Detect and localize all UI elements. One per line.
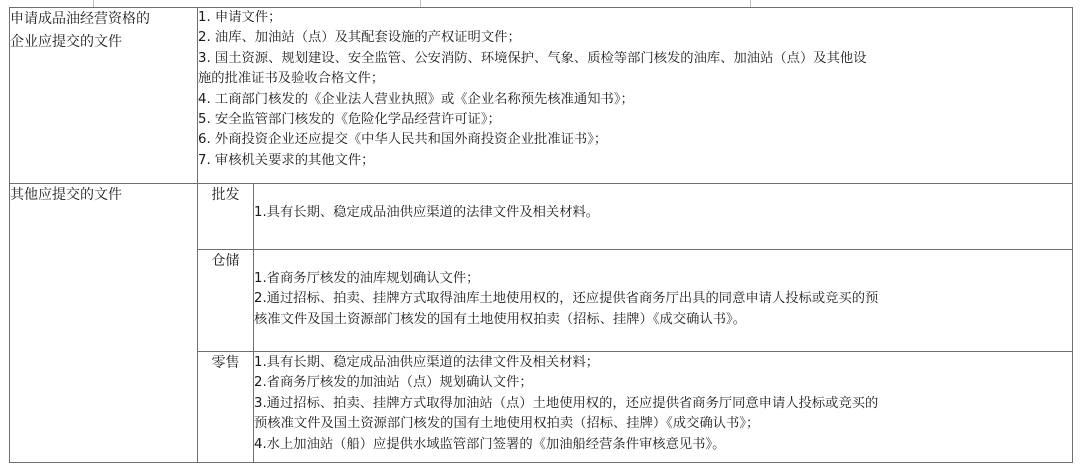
row-label: 其他应提交的文件	[10, 184, 198, 463]
list-item: 3. 国土资源、规划建设、安全监管、公安消防、环境保护、气象、质检等部门核发的油库、加油站（点）及其他设	[198, 50, 867, 66]
list-item: 施的批准证书及验收合格文件；	[198, 71, 385, 87]
table-row	[10, 184, 1073, 250]
list-item: 7. 审核机关要求的其他文件；	[198, 152, 375, 168]
list-item: 6. 外商投资企业还应提交《中华人民共和国外商投资企业批准证书》；	[198, 132, 608, 148]
list-item: 2.省商务厅核发的加油站（点）规划确认文件；	[254, 375, 533, 391]
list-item: 4.水上加油站（船）应提供水域监管部门签署的《加油船经营条件审核意见书》。	[254, 436, 726, 452]
table-row	[10, 8, 1073, 184]
list-item: 1. 申请文件；	[198, 10, 282, 25]
document-list	[254, 352, 1073, 463]
list-item: 核准文件及国土资源部门核发的国有土地使用权拍卖（招标、挂牌）《成交确认书》。	[254, 311, 746, 327]
category-label: 零售	[198, 352, 254, 463]
row-label-line: 企业应提交的文件	[10, 34, 122, 50]
requirements-table	[9, 7, 1073, 463]
list-item: 4. 工商部门核发的《企业法人营业执照》或《企业名称预先核准通知书》；	[198, 91, 634, 107]
list-item: 预核准文件及国土资源部门核发的国有土地使用权拍卖（招标、挂牌）《成交确认书》；	[254, 416, 760, 432]
list-item: 2. 油库、加油站（点）及其配套设施的产权证明文件；	[198, 30, 521, 46]
row-label-line: 申请成品油经营资格的	[10, 11, 150, 27]
row-label	[10, 8, 198, 184]
list-item: 1.具有长期、稳定成品油供应渠道的法律文件及相关材料。	[254, 205, 600, 220]
document-list	[198, 8, 1073, 184]
document-list	[254, 250, 1073, 352]
list-item: 2.通过招标、拍卖、挂牌方式取得油库土地使用权的，还应提供省商务厅出具的同意申请人投标或竞买的预	[254, 291, 879, 307]
category-label: 仓储	[198, 250, 254, 352]
category-label: 批发	[198, 184, 254, 250]
document-list	[254, 184, 1073, 250]
list-item: 5. 安全监管部门核发的《危险化学品经营许可证》；	[198, 112, 501, 128]
list-item: 3.通过招标、拍卖、挂牌方式取得加油站（点）土地使用权的，还应提供省商务厅同意申请人投标或竞买的	[254, 395, 879, 411]
list-item: 1.具有长期、稳定成品油供应渠道的法律文件及相关材料；	[254, 355, 600, 370]
list-item: 1.省商务厅核发的油库规划确认文件；	[254, 271, 480, 286]
